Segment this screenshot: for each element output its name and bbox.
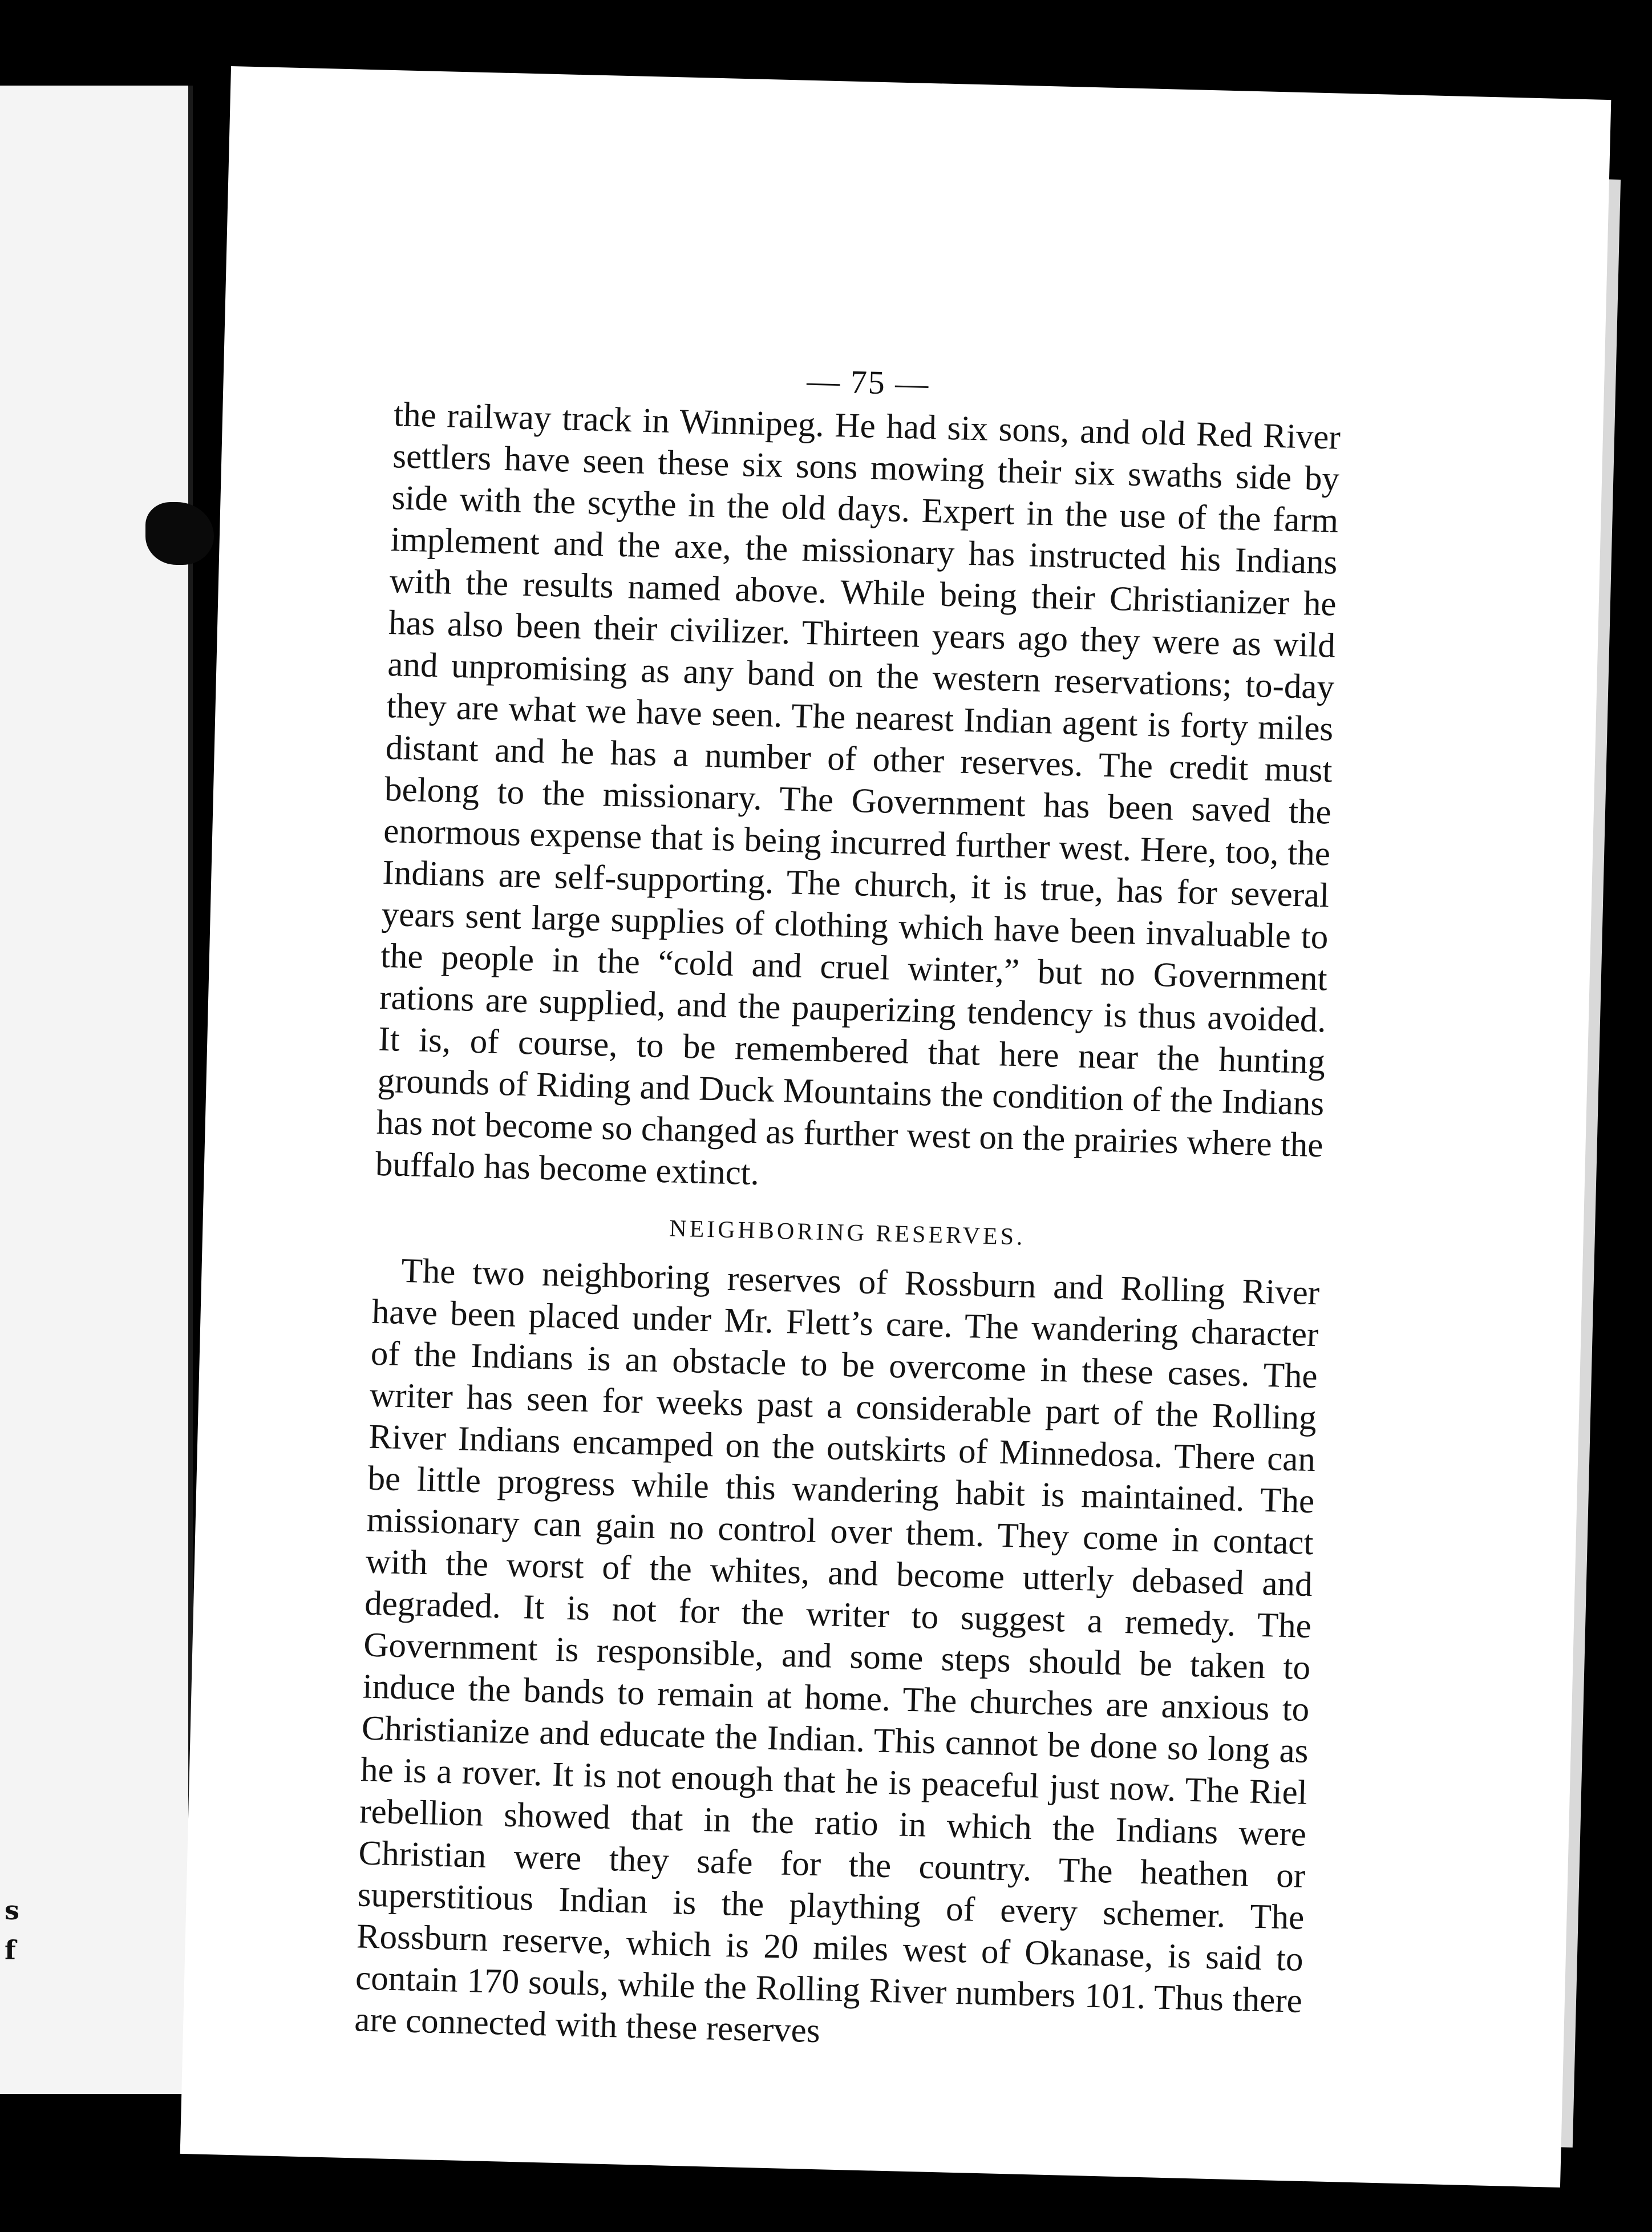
- left-page-edge-letter: f: [5, 1935, 16, 1966]
- section-heading: NEIGHBORING RESERVES.: [669, 1215, 1026, 1251]
- left-page-edge-letter: s: [5, 1895, 19, 1926]
- book-page: [180, 66, 1611, 2187]
- paragraph: the railway track in Winnipeg. He had six sons, and old Red River settlers have seen these six sons mowing their six swaths side by side with the scythe in the old days. Expert in the use of the farm implement and the axe, the missionary has instructed his Indians with the results named above. While being their Christianizer he has also been their civilizer. Thirteen years ago they were as wild and unpromising as any band on the western reservations; to-day they are what we have seen. The nearest Indian agent is forty miles distant and he has a number of other reserves. The credit must belong to the missionary. The Government has been saved the enormous expense that is being incurred further west. Here, too, the Indians are self-supporting. The church, it is true, has for several years sent large supplies of clothing which have been invaluable to the people in the “cold and cruel winter,” but no Government rations are supplied, and the pauperizing tendency is thus avoided. It is, of course, to be remembered that here near the hunting grounds of Riding and Duck Mountains the condition of the Indians has not become so changed as further west on the prairies where the buffalo has become extinct.: [375, 395, 1341, 1193]
- left-page-fragment: [0, 86, 193, 2094]
- binding-stain: [145, 502, 214, 565]
- paragraph: The two neighboring reserves of Rossburn and Rolling River have been placed under Mr. Flett’s care. The wandering character of the Indians is an obstacle to be overcome in these cases. The writer has seen for weeks past a considerable part of the Rolling River Indians encamped on the outskirts of Minnedosa. There can be little progress while this wandering habit is maintained. The missionary can gain no control over them. They come in contact with the worst of the whites, and become utterly debased and degraded. It is not for the writer to suggest a remedy. The Government is responsible, and some steps should be taken to induce the bands to remain at home. The churches are anxious to Christianize and educate the Indian. This cannot be done so long as he is a rover. It is not enough that he is peaceful just now. The Riel rebellion showed that in the ratio in which the Indians were Christian were they safe for the country. The heathen or superstitious Indian is the plaything of every schemer. The Rossburn reserve, which is 20 miles west of Okanase, is said to contain 170 souls, while the Rolling River numbers 101. Thus there are connected with these reserves: [354, 1251, 1320, 2051]
- page-text-block: [354, 350, 1342, 2064]
- page-number: — 75 —: [806, 362, 930, 403]
